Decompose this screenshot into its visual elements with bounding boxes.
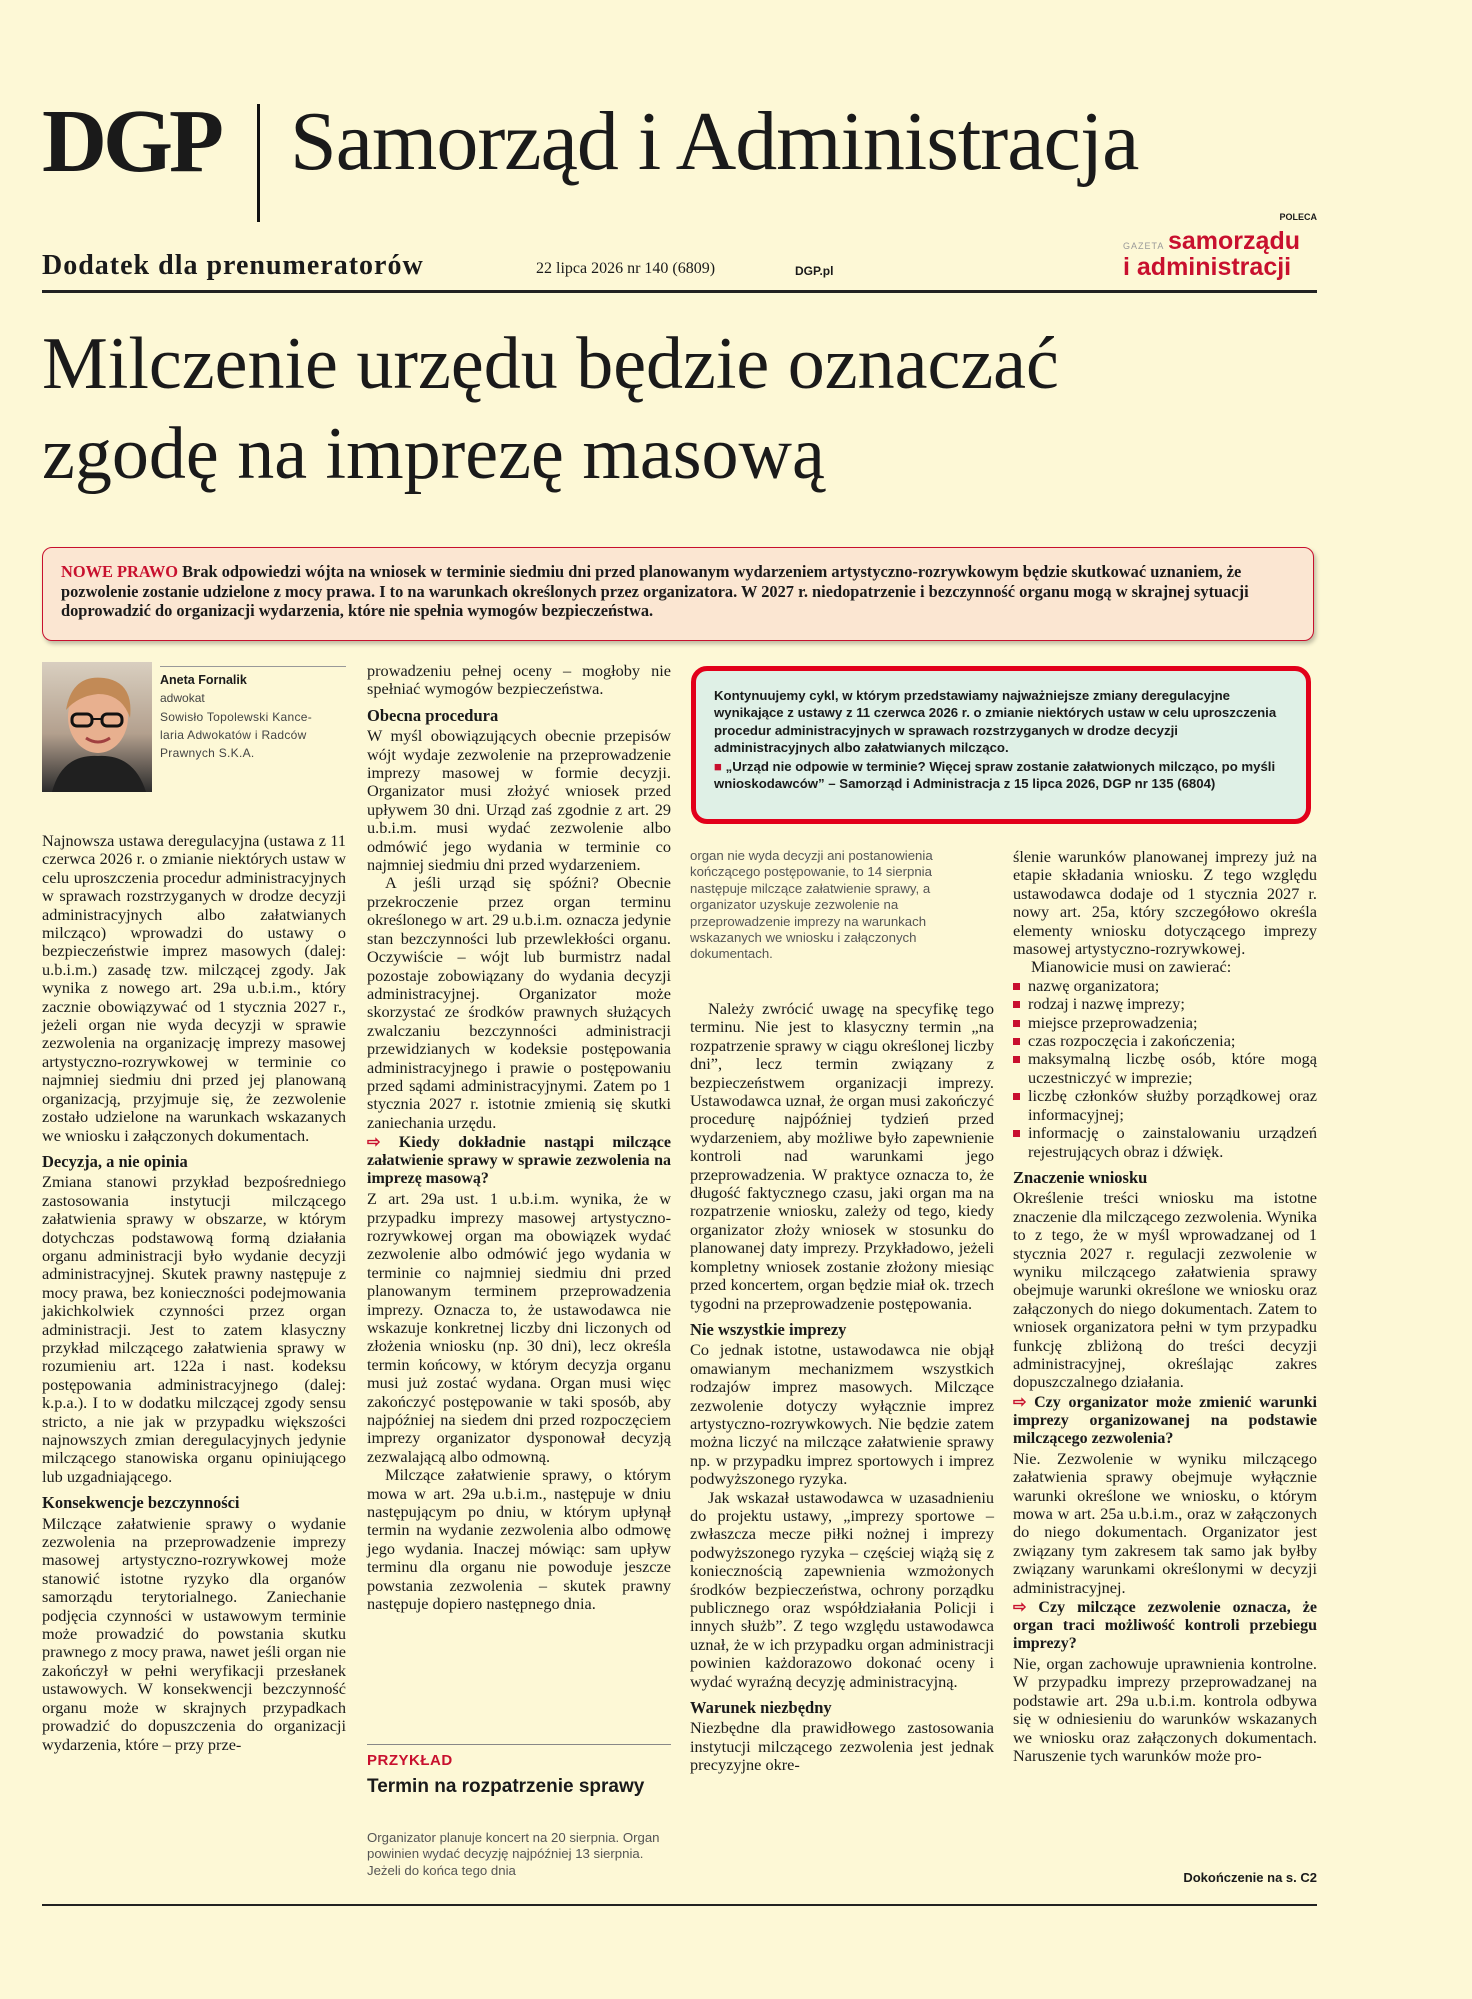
bullet-square-icon xyxy=(1013,1038,1020,1045)
author-affiliation-1: Sowisło Topolewski Kance- xyxy=(160,710,313,724)
col4-subheading-1: Znaczenie wniosku xyxy=(1013,1167,1148,1187)
bullet-square-icon xyxy=(1013,1001,1020,1008)
list-item: liczbę członków służby porządkowej oraz informacyjnej; xyxy=(1013,1087,1317,1124)
brand-logo: DGP xyxy=(42,92,220,191)
masthead-rule xyxy=(42,290,1317,293)
bullet-square-icon xyxy=(1013,1130,1020,1137)
col4-paragraph-4: Nie. Zezwolenie w wyniku milczącego załatwienia sprawy obejmuje wyłącznie warunki określone we wniosku, o którym mowa w art. 25a u.b.i.m., oraz w załączonych do niego dokumentach. Organizator jest związany tym zakresem tak samo jak byłby związany warunkami określonymi w decyzji administracyjnej. xyxy=(1013,1448,1317,1597)
supplement-label: Dodatek dla prenumeratorów xyxy=(42,250,424,281)
col1-paragraph-2: Zmiana stanowi przykład bezpośredniego zastosowania instytucji milczącego załatwienia sprawy w obszarze, w którym dotychczas podstawową formą działania organu administracji było wydanie decyzji administracyjnej. Skutek prawny następuje z mocy prawa, bez konieczności podejmowania jakichkolwiek czynności przez organ administracji. Jest to zatem klasyczny przykład milczącego załatwienia sprawy w rozumieniu art. 122a i nast. kodeksu postępowania administracyjnego (dalej: k.p.a.). I to w dodatku milczącej zgody sensu stricto, a nie jak w przypadku większości najnowszych zmian deregulacyjnych jedynie milczącego stanowiska organu opiniującego lub uzgadniającego. xyxy=(42,1172,346,1486)
col3-subheading-1: Nie wszystkie imprezy xyxy=(690,1319,847,1339)
col1-paragraph-3: Milczące załatwienie sprawy o wydanie zezwolenia na przeprowadzenie imprezy masowej artystyczno-rozrywkowej może stanowić istotne ryzyko dla organów samorządu terytorialnego. Zaniechanie podjęcia czynności w ustawowym terminie może prowadzić do powstania skutku prawnego z mocy prawa, nawet jeśli organ nie zakończył w pełni weryfikacji przesłanek ustawowych. W konsekwencji bezczynność organu może w skrajnych przypadkach prowadzić do dopuszczenia do organizacji wydarzenia, które – przy prze- xyxy=(42,1513,346,1754)
series-info-ref[interactable]: ■ „Urząd nie odpowie w terminie? Więcej spraw zostanie załatwionych milcząco, po myśli wnioskodawców” – Samorząd i Administracja z 15 lipca 2026, DGP nr 135 (6804) xyxy=(714,759,1276,792)
headline-line1: Milczenie urzędu będzie oznaczać xyxy=(42,323,1059,405)
lead-box xyxy=(42,547,1314,641)
bullet-square-icon xyxy=(1013,1056,1020,1063)
lead-label: NOWE PRAWO xyxy=(61,562,179,581)
continued-note[interactable]: Dokończenie na s. C2 xyxy=(1183,1870,1317,1885)
partner-logo-line2: i administracji xyxy=(1123,253,1292,281)
list-item: maksymalną liczbę osób, które mogą uczestniczyć w imprezie; xyxy=(1013,1050,1317,1087)
list-item: czas rozpoczęcia i zakończenia; xyxy=(1013,1032,1317,1050)
col2-paragraph-4: Milczące załatwienie sprawy, o którym mowa w art. 29a u.b.i.m., następuje w dniu następującym po dniu, w którym upłynął termin na wydanie zezwolenia albo odmowę jego wydania. Inaczej mówiąc: sam upływ terminu dla organu nie powoduje jeszcze powstania zezwolenia – skutek prawny następuje dopiero następnego dnia. xyxy=(367,1465,671,1614)
col3-paragraph-1: Należy zwrócić uwagę na specyfikę tego terminu. Nie jest to klasyczny termin „na rozpatrzenie sprawy w ciągu określonej liczby dni”, lecz termin związany z bezpieczeństwem organizacji imprezy. Ustawodawca uznał, że organ musi zakończyć procedurę najpóźniej tydzień przed wydarzeniem, aby możliwe było zapewnienie kontroli nad warunkami jego przeprowadzenia. W praktyce oznacza to, że długość faktycznego czasu, jaki organ ma na rozpatrzenie wniosku, zależy od tego, kiedy organizator złoży wniosek w stosunku do planowanej daty imprezy. Przykładowo, jeżeli kompletny wniosek zostanie złożony miesiąc przed koncertem, organ będzie miał ok. trzech tygodni na przeprowadzenie postępowania. xyxy=(690,999,994,1313)
col2-question-1: ⇨ Kiedy dokładnie nastąpi milczące załatwienie sprawy w sprawie zezwolenia na imprezę masową? xyxy=(367,1134,671,1188)
series-info-box xyxy=(691,666,1311,824)
series-info-text: Kontynuujemy cykl, w którym przedstawiamy najważniejsze zmiany deregulacyjne wynikające z ustawy z 11 czerwca 2026 r. o zmianie niektórych ustaw w celu uproszczenia procedur administracyjnych w sprawach rozstrzyganych w drodze decyzji administracyjnych albo załatwianych milcząco. xyxy=(714,688,1277,755)
arrow-icon: ⇨ xyxy=(1013,1393,1035,1411)
list-item: rodzaj i nazwę imprezy; xyxy=(1013,995,1317,1013)
bullet-square-icon xyxy=(1013,1093,1020,1100)
example-title: Termin na rozpatrzenie sprawy xyxy=(367,1776,645,1797)
col3-paragraph-2: Co jednak istotne, ustawodawca nie objął omawianym mechanizmem wszystkich rodzajów imprez masowych. Milczące zezwolenie dotyczy wyłącznie imprez artystyczno-rozrywkowych. Nie będzie zatem można liczyć na milczące załatwienie sprawy np. w przypadku imprez sportowych i imprez podwyższonego ryzyka. xyxy=(690,1340,994,1489)
author-portrait-icon xyxy=(42,662,152,792)
poleca-label: POLECA xyxy=(1279,212,1317,222)
requirements-list xyxy=(1013,977,1317,1161)
footer-rule xyxy=(42,1904,1317,1906)
list-item: nazwę organizatora; xyxy=(1013,977,1317,995)
gazeta-label: GAZETA xyxy=(1123,241,1165,251)
column-2 xyxy=(367,662,671,1614)
author-name: Aneta Fornalik xyxy=(160,673,247,687)
author-affiliation-2: laria Adwokatów i Radców xyxy=(160,728,307,742)
column-3 xyxy=(690,1000,994,1775)
bullet-square-icon xyxy=(1013,1020,1020,1027)
headline-line2: zgodę na imprezę masową xyxy=(42,413,825,495)
col3-subheading-2: Warunek niezbędny xyxy=(690,1698,832,1718)
list-item: informację o zainstalowaniu urządzeń rejestrujących obraz i dźwięk. xyxy=(1013,1124,1317,1161)
masthead-divider xyxy=(257,104,260,222)
bullet-square-icon: ■ xyxy=(714,759,726,774)
col4-paragraph-1: ślenie warunków planowanej imprezy już na etapie składania wniosku. Z tego względu ustawodawca dodaje od 1 stycznia 2027 r. nowy art. 25a, który szczegółowo określa elementy wniosku dotyczącego imprezy masowej artystyczno-rozrywkowej. xyxy=(1013,847,1317,959)
section-title: Samorząd i Administracja xyxy=(290,95,1139,188)
col1-paragraph-1: Najnowsza ustawa deregulacyjna (ustawa z 11 czerwca 2026 r. o zmianie niektórych ustaw w celu uproszczenia procedur administracyjnych w sprawach rozstrzyganych w drodze decyzji administracyjnych albo załatwianych milcząco) wprowadzi do ustawy o bezpieczeństwie imprez masowych (dalej: u.b.i.m.) zasadę tzw. milczącej zgody. Jak wynika z nowego art. 29a u.b.i.m., który zacznie obowiązywać od 1 stycznia 2027 r., jeżeli organ nie wyda decyzji w sprawie zezwolenia na organizację imprezy masowej artystyczno-rozrywkowej w terminie co najmniej siedmiu dni przed jej planowaną organizacją, przyjmuje się, że zezwolenie zostało udzielone na warunkach wskazanych we wniosku i załączonych dokumentach. xyxy=(42,831,346,1145)
arrow-icon: ⇨ xyxy=(1013,1599,1039,1617)
example-rule xyxy=(367,1744,671,1745)
col4-question-1: ⇨ Czy organizator może zmienić warunki imprezy organizowanej na podstawie milczącego zezwolenia? xyxy=(1013,1393,1318,1447)
col4-paragraph-3: Określenie treści wniosku ma istotne znaczenie dla milczącego zezwolenia. Wynika to z tego, że w myśl wprowadzanej od 1 stycznia 2027 r. regulacji zezwolenie w wyniku milczącego załatwienia sprawy obejmuje warunki określone we wniosku oraz załączonych do niego dokumentach. Zatem to wniosek organizatora pełni w tym przypadku funkcję zbliżoną do treści decyzji administracyjnej, określając zakres dopuszczalnego działania. xyxy=(1013,1188,1317,1392)
author-affiliation-3: Prawnych S.K.A. xyxy=(160,746,255,760)
column-4 xyxy=(1013,848,1317,1765)
col2-paragraph-0: prowadzeniu pełnej oceny – mogłoby nie spełniać wymogów bezpieczeństwa. xyxy=(367,661,671,699)
column-1 xyxy=(42,832,346,1754)
author-rule xyxy=(160,666,346,667)
arrow-icon: ⇨ xyxy=(367,1134,399,1152)
col2-paragraph-3: Z art. 29a ust. 1 u.b.i.m. wynika, że w przypadku imprezy masowej artystyczno-rozrywkowej organ ma obowiązek wydać zezwolenie albo odmówić jego wydania w terminie co najmniej siedmiu dni przed planowanym terminem przeprowadzenia imprezy. Oznacza to, że ustawodawca nie wskazuje konkretnej liczby dni liczonych od złożenia wniosku (np. 30 dni), lecz określa termin końcowy, w którym decyzja organu musi już zostać wydana. Organ musi więc zakończyć postępowanie w taki sposób, aby najpóźniej na siedem dni przed rozpoczęciem imprezy organizator dysponował decyzją zezwalającą albo odmowną. xyxy=(367,1189,671,1466)
lead-text xyxy=(61,562,1295,621)
col1-subheading-1: Decyzja, a nie opinia xyxy=(42,1151,188,1171)
example-text-continued: organ nie wyda decyzji ani postanowienia kończącego postępowanie, to 14 sierpnia następuje milczące załatwienie sprawy, a organizator uzyskuje zezwolenie na przeprowadzenie imprezy na warunkach wskazanych we wniosku i załączonych dokumentach. xyxy=(690,848,933,962)
site-link[interactable]: DGP.pl xyxy=(795,264,834,278)
col3-paragraph-4: Niezbędne dla prawidłowego zastosowania instytucji milczącego zezwolenia jest jednak precyzyjne okre- xyxy=(690,1718,994,1775)
author-role: adwokat xyxy=(160,691,205,705)
partner-logo-line1: samorządu xyxy=(1168,227,1300,255)
lead-body: Brak odpowiedzi wójta na wniosek w terminie siedmiu dni przed planowanym wydarzeniem artystyczno-rozrywkowym będzie skutkować uznaniem, że pozwolenie zostanie udzielone z mocy prawa. I to na warunkach określonych przez organizatora. W 2027 r. niedopatrzenie i bezczynność organu mogą w skrajnej sytuacji doprowadzić do organizacji wydarzenia, które nie spełnia wymogów bezpieczeństwa. xyxy=(61,562,1249,621)
col4-paragraph-5: Nie, organ zachowuje uprawnienia kontrolne. W przypadku imprezy przeprowadzanej na podstawie art. 29a u.b.i.m. kontrola odbywa się w odniesieniu do warunków wskazanych we wniosku oraz załączonych dokumentach. Naruszenie tych warunków może pro- xyxy=(1013,1654,1317,1766)
col2-subheading-1: Obecna procedura xyxy=(367,705,499,725)
list-item: miejsce przeprowadzenia; xyxy=(1013,1014,1317,1032)
col2-paragraph-1: W myśl obowiązujących obecnie przepisów wójt wydaje zezwolenie na przeprowadzenie imprezy masowej w formie decyzji. Organizator musi złożyć wniosek przed upływem 30 dni. Urząd zaś zgodnie z art. 29 u.b.i.m. musi wydać zezwolenie albo odmówić jego wydania w terminie co najmniej siedmiu dni przed wydarzeniem. xyxy=(367,726,671,875)
col4-question-2: ⇨ Czy milczące zezwolenie oznacza, że organ traci możliwość kontroli przebiegu imprezy? xyxy=(1013,1599,1317,1653)
col2-paragraph-2: A jeśli urząd się spóźni? Obecnie przekroczenie przez organ terminu określonego w art. 29 u.b.i.m. oznacza jedynie stan bezczynności lub przewlekłości organu. Oczywiście – wójt lub burmistrz nadal pozostaje zobowiązany do wydania decyzji administracyjnej. Organizator może skorzystać ze środków prawnych służących zwalczaniu bezczynności administracji przewidzianych w kodeksie postępowania administracyjnego i prawie o postępowaniu przed sądami administracyjnymi. Zatem po 1 stycznia 2027 r. istotnie zmienią się skutki zaniechania urzędu. xyxy=(367,873,671,1132)
example-label: PRZYKŁAD xyxy=(367,1752,453,1769)
col1-subheading-2: Konsekwencje bezczynności xyxy=(42,1493,240,1513)
col4-paragraph-2: Mianowicie musi on zawierać: xyxy=(1031,957,1232,977)
author-photo xyxy=(42,662,152,792)
bullet-square-icon xyxy=(1013,983,1020,990)
example-text: Organizator planuje koncert na 20 sierpnia. Organ powinien wydać decyzję najpóźniej 13 sierpnia. Jeżeli do końca tego dnia xyxy=(367,1830,660,1878)
issue-date: 22 lipca 2026 nr 140 (6809) xyxy=(536,260,716,277)
col3-paragraph-3: Jak wskazał ustawodawca w uzasadnieniu do projektu ustawy, „imprezy sportowe – zwłaszcza mecze piłki nożnej i imprezy podwyższonego ryzyka – częściej wiążą się z koniecznością zapewnienia wzmożonych środków bezpieczeństwa, ochrony porządku publicznego oraz współdziałania Policji i innych służb”. Z tego względu ustawodawca uznał, że w ich przypadku organ administracji powinien każdorazowo dokonać oceny i wydać wyraźną decyzję administracyjną. xyxy=(690,1487,994,1691)
